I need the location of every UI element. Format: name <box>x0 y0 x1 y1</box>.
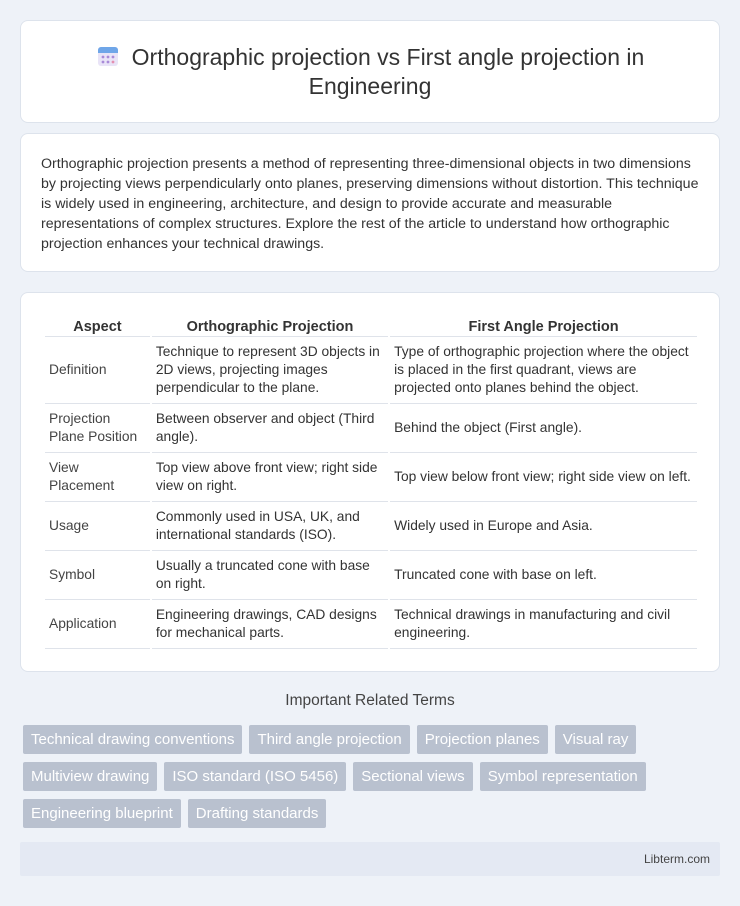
cell-first-angle: Technical drawings in manufacturing and civil engineering. <box>390 600 697 649</box>
table-row <box>45 502 697 551</box>
footer-site-link[interactable]: Libterm.com <box>643 852 710 866</box>
table-row <box>45 600 697 649</box>
cell-first-angle: Widely used in Europe and Asia. <box>390 502 697 551</box>
cell-orthographic: Between observer and object (Third angle). <box>152 404 388 453</box>
related-terms-list <box>23 725 683 828</box>
related-term-tag[interactable]: Technical drawing conventions <box>23 725 242 754</box>
table-row <box>45 404 697 453</box>
cell-aspect: View Placement <box>45 453 150 502</box>
comparison-table <box>43 315 699 649</box>
cell-aspect: Application <box>45 600 150 649</box>
cell-first-angle: Truncated cone with base on left. <box>390 551 697 600</box>
cell-first-angle: Behind the object (First angle). <box>390 404 697 453</box>
table-row <box>45 551 697 600</box>
cell-orthographic: Commonly used in USA, UK, and international standards (ISO). <box>152 502 388 551</box>
cell-aspect: Usage <box>45 502 150 551</box>
cell-aspect: Symbol <box>45 551 150 600</box>
cell-aspect: Projection Plane Position <box>45 404 150 453</box>
cell-orthographic: Technique to represent 3D objects in 2D views, projecting images perpendicular to the plane. <box>152 337 388 404</box>
table-row <box>45 337 697 404</box>
cell-first-angle: Type of orthographic projection where the object is placed in the first quadrant, views are projected onto planes behind the object. <box>390 337 697 404</box>
page-title-text: Orthographic projection vs First angle projection in Engineering <box>131 44 645 99</box>
header-orthographic: Orthographic Projection <box>152 315 388 337</box>
related-terms-heading: Important Related Terms <box>285 692 455 709</box>
related-term-tag[interactable]: Multiview drawing <box>23 762 157 791</box>
intro-paragraph: Orthographic projection presents a method of representing three-dimensional objects in two dimensions by projecting views perpendicularly onto planes, preserving dimensions without distortion. This technique is widely used in engineering, architecture, and design to provide accurate and measurable representations of complex structures. Explore the rest of the article to understand how orthographic projection enhances your technical drawings. <box>41 156 699 252</box>
header-first-angle: First Angle Projection <box>390 315 697 337</box>
related-term-tag[interactable]: Drafting standards <box>188 799 327 828</box>
table-row <box>45 453 697 502</box>
header-card <box>20 20 720 123</box>
cell-orthographic: Top view above front view; right side view on right. <box>152 453 388 502</box>
related-term-tag[interactable]: Third angle projection <box>249 725 409 754</box>
related-term-tag[interactable]: Projection planes <box>417 725 548 754</box>
comparison-card <box>20 292 720 672</box>
header-aspect: Aspect <box>45 315 150 337</box>
cell-aspect: Definition <box>45 337 150 404</box>
related-term-tag[interactable]: Sectional views <box>353 762 472 791</box>
page-title <box>21 43 719 101</box>
related-term-tag[interactable]: Engineering blueprint <box>23 799 181 828</box>
related-term-tag[interactable]: Visual ray <box>555 725 637 754</box>
calendar-icon <box>96 44 120 68</box>
table-header-row <box>45 315 697 337</box>
footer <box>20 842 720 876</box>
cell-first-angle: Top view below front view; right side view on left. <box>390 453 697 502</box>
cell-orthographic: Engineering drawings, CAD designs for mechanical parts. <box>152 600 388 649</box>
cell-orthographic: Usually a truncated cone with base on right. <box>152 551 388 600</box>
related-term-tag[interactable]: Symbol representation <box>480 762 646 791</box>
related-term-tag[interactable]: ISO standard (ISO 5456) <box>164 762 346 791</box>
intro-card <box>20 133 720 272</box>
